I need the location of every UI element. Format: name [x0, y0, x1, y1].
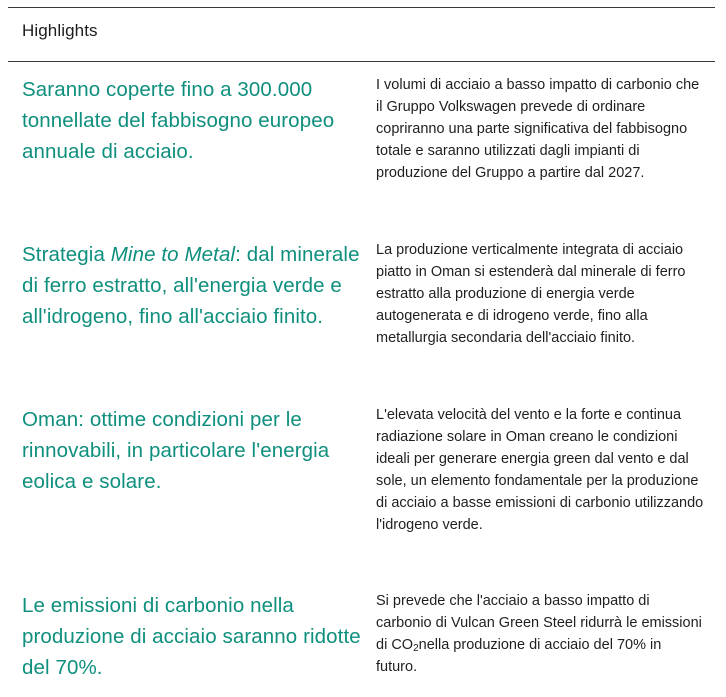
headline-suffix: : dal minerale di ferro estratto, all'energia verde e all'idrogeno, fino all'acciaio finito. — [22, 243, 360, 328]
highlight-description: L'elevata velocità del vento e la forte e continua radiazione solare in Oman creano le condizioni ideali per generare energia green dal vento e dal sole, un elemento fondamentale per la produzione di acciaio a basse emissioni di carbonio utilizzando l'idrogeno verde. — [376, 407, 704, 533]
header-divider — [8, 61, 715, 62]
headline-italic: Mine to Metal — [110, 243, 236, 266]
section-title: Highlights — [22, 21, 98, 40]
co2-subscript: 2 — [413, 643, 419, 654]
highlight-headline: Le emissioni di carbonio nella produzione di acciaio saranno ridotte del 70%. — [22, 594, 361, 679]
highlight-description: I volumi di acciaio a basso impatto di carbonio che il Gruppo Volkswagen prevede di ordinare copriranno una parte significativa del fabbisogno totale e saranno utilizzati dagli impianti di produzione del Gruppo a partire dal 2027. — [376, 77, 700, 181]
highlight-headline: Oman: ottime condizioni per le rinnovabili, in particolare l'energia eolica e solare. — [22, 408, 330, 493]
description-prefix: Si prevede che l'acciaio a basso impatto di carbonio di Vulcan Green Steel ridurrà le emissioni di CO — [376, 593, 702, 653]
description-suffix: nella produzione di acciaio del 70% in futuro. — [376, 637, 662, 675]
highlight-description: La produzione verticalmente integrata di acciaio piatto in Oman si estenderà dal minerale di ferro estratto alla produzione di energia verde autogenerata e di idrogeno verde, fino alla metallurgia secondaria dell'acciaio finito. — [376, 242, 686, 346]
headline-prefix: Strategia — [22, 243, 111, 266]
top-divider — [8, 7, 715, 8]
highlight-headline — [22, 239, 362, 332]
highlight-description — [376, 590, 706, 678]
highlight-headline: Saranno coperte fino a 300.000 tonnellate del fabbisogno europeo annuale di acciaio. — [22, 78, 335, 163]
